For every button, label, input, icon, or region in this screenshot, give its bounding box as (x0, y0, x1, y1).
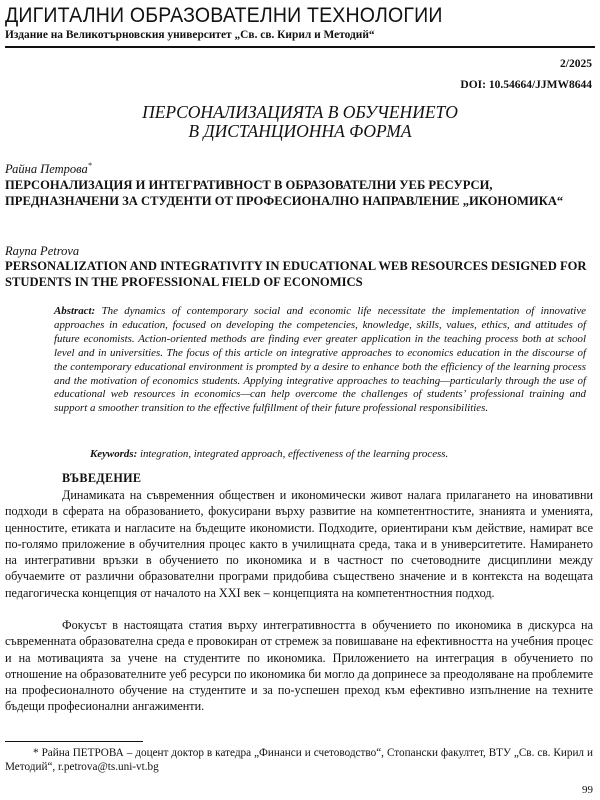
issue-number: 2/2025 (560, 58, 592, 70)
section-title-line-2: В ДИСТАНЦИОННА ФОРМА (188, 121, 412, 141)
publisher-line: Издание на Великотърновския университет „Св. св. Кирил и Методий“ (5, 29, 375, 41)
footnote-divider (5, 741, 143, 742)
author-bg (5, 161, 92, 177)
author-en: Rayna Petrova (5, 244, 80, 258)
keywords-label: Keywords: (90, 448, 138, 460)
article-title-en: PERSONALIZATION AND INTEGRATIVITY IN EDUCATIONAL WEB RESOURCES DESIGNED FOR STUDENTS IN THE PROFESSIONAL FIELD OF ECONOMICS (5, 259, 587, 289)
section-title-line-1: ПЕРСОНАЛИЗАЦИЯТА В ОБУЧЕНИЕТО (142, 102, 458, 122)
intro-paragraph-1: Динамиката на съвременния обществен и икономически живот налага прилагането на иновативни подходи в сферата на образованието, фокусирани върху развитие на компетентностите, знанията и уменията, ценностите, етиката и нагласите на бъдещите икономисти. Подходите, ориентирани към действие, намират все по-голямо приложение в обучителния процес както в училищната среда, така и в университетите. Намирането на интегративни връзки в обучението по икономика и в частност по счетоводните дисциплини между обучаемите от различни образователни програми придобива съществено значение и в контекста на водещата педагогическа концепция от началото на XXI век – концепцията на компетентностния подход. (5, 488, 593, 600)
page-number: 99 (582, 784, 593, 796)
keywords (90, 447, 590, 461)
intro-heading: ВЪВЕДЕНИЕ (62, 471, 142, 485)
journal-title: ДИГИТАЛНИ ОБРАЗОВАТЕЛНИ ТЕХНОЛОГИИ (5, 4, 443, 27)
section-title (0, 103, 600, 141)
author-footnote-mark: * (87, 161, 92, 170)
intro-paragraph-2: Фокусът в настоящата статия върху интегративността в обучението по икономика в дискурса на съвременната образователна среда е провокиран от стремеж за повишаване на ефективността на учебния процес и на мотивацията за учене на студентите по икономика. Приложението на интеграция в обучението по отношение на образователните уеб ресурси по икономика би могло да допринесе за преодоляване на проблемите на професионалното обучение на студентите и за по-успешен преход към ефективно изпълнение на техните бъдещи професионални ангажименти. (5, 618, 593, 714)
footnote: * Райна ПЕТРОВА – доцент доктор в катедра „Финанси и счетоводство“, Стопански факултет, ВТУ „Св. св. Кирил и Методий“, r.petrova@ts.uni-vt.bg (5, 747, 593, 773)
abstract-text: The dynamics of contemporary social and economic life necessitate the implementation of innovative approaches in education, focused on developing the competencies, knowledge, skills, values, ethics, and attitudes of future economists. Action-oriented methods are finding ever greater application in the teaching process both at school level and in universities. The focus of this article on integrative approaches to economics education in the discourse of the contemporary educational environment is prompted by a desire to enhance both the efficiency of the learning process and the motivation of economics students. Applying integrative approaches to teaching—particularly through the use of educational web resources in economics—can help overcome the challenges of students’ professional training and support a smoother transition to the effective fulfillment of their future professional responsibilities. (54, 305, 586, 415)
keywords-text: integration, integrated approach, effectiveness of the learning process. (139, 448, 449, 460)
header-divider (5, 46, 595, 48)
article-title-bg: ПЕРСОНАЛИЗАЦИЯ И ИНТЕГРАТИВНОСТ В ОБРАЗОВАТЕЛНИ УЕБ РЕСУРСИ, ПРЕДНАЗНАЧЕНИ ЗА СТУДЕНТИ ОТ ПРОФЕСИОНАЛНО НАПРАВЛЕНИЕ „ИКОНОМИКА“ (5, 178, 564, 208)
abstract (54, 305, 586, 416)
abstract-label: Abstract: (54, 305, 96, 317)
author-bg-name: Райна Петрова (5, 162, 88, 177)
doi: DOI: 10.54664/JJMW8644 (460, 79, 592, 91)
